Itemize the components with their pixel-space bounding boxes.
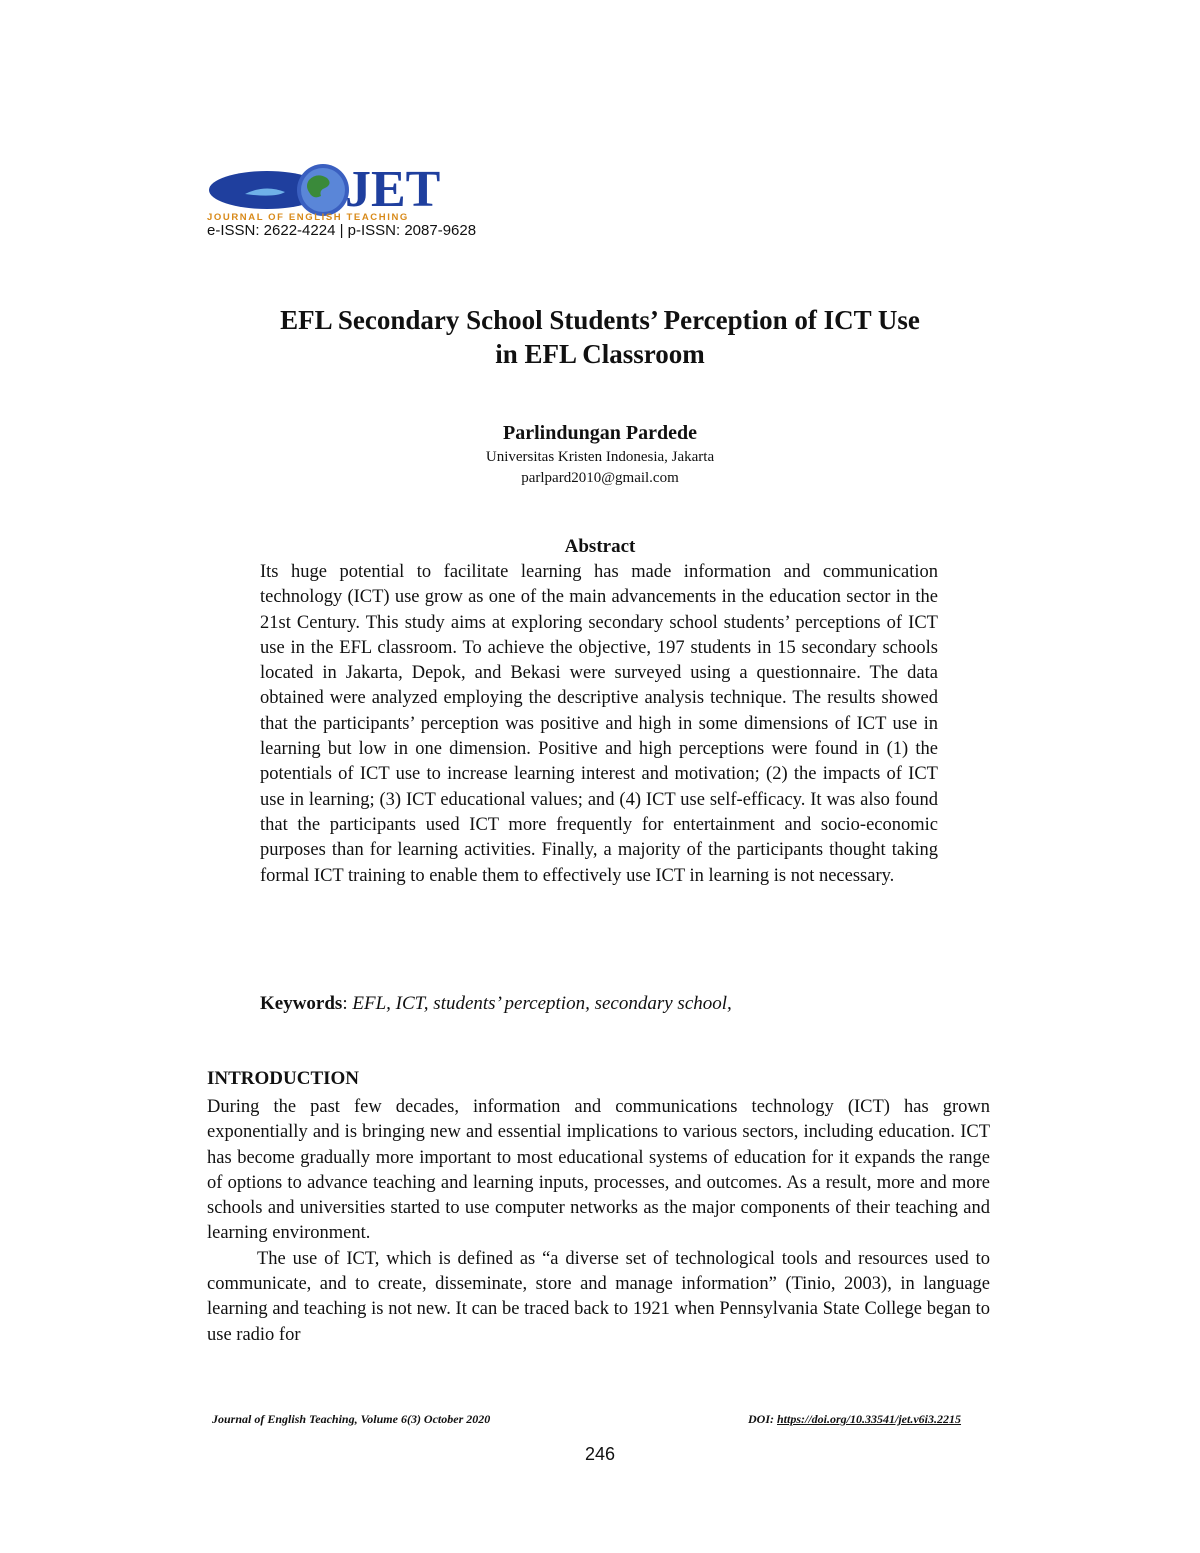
abstract-text: Its huge potential to facilitate learning has made information and communication technology (ICT) use grow as one of the main advancements in the education sector in the 21st Century. This study aims at exploring secondary school students’ perceptions of ICT use in the EFL classroom. To achieve the objective, 197 students in 15 secondary schools located in Jakarta, Depok, and Bekasi were surveyed using a questionnaire. The data obtained were analyzed employing the descriptive analysis technique. The results showed that the participants’ perception was positive and high in some dimensions of ICT use in learning but low in one dimension. Positive and high perceptions were found in (1) the potentials of ICT use to increase learning interest and motivation; (2) the impacts of ICT use in learning; (3) ICT educational values; and (4) ICT use self-efficacy. It was also found that the participants used ICT more frequently for entertainment and socio-economic purposes than for learning activities. Finally, a majority of the participants thought taking formal ICT training to enable them to effectively use ICT in learning is not necessary. [260,562,938,886]
doi-label: DOI: [748,1412,774,1426]
globe-logo-icon [205,160,505,222]
issn-line: e-ISSN: 2622-4224 | p-ISSN: 2087-9628 [207,222,477,239]
abstract-heading: Abstract [564,536,636,557]
page-number: 246 [584,1444,616,1464]
doi-link[interactable]: https://doi.org/10.33541/jet.v6i3.2215 [777,1412,962,1426]
footer-journal: Journal of English Teaching, Volume 6(3) October 2020 [212,1412,491,1426]
introduction-heading: INTRODUCTION [207,1068,360,1089]
journal-logo [205,160,505,222]
keywords-label: Keywords [260,993,343,1014]
keywords-value: EFL, ICT, students’ perception, secondary school, [352,993,732,1014]
keywords-line [260,993,732,1015]
footer-doi [748,1412,961,1427]
author-name: Parlindungan Pardede [503,422,697,444]
title-line-1: EFL Secondary School Students’ Perception of ICT Use [280,305,920,335]
introduction-paragraph: During the past few decades, information and communications technology (ICT) has grown exponentially and is bringing new and essential implications to various sectors, including education. ICT has become gradually more important to most educational systems of education for it expands the range of options to advance teaching and learning inputs, processes, and outcomes. As a result, more and more schools and universities started to use computer networks as the major components of their teaching and learning environment. [207,1097,990,1244]
introduction-body [207,1095,990,1348]
author-affiliation: Universitas Kristen Indonesia, Jakarta [485,449,715,465]
author-details [300,447,900,489]
svg-text:JET: JET [345,161,441,218]
paper-title [150,303,1050,371]
introduction-paragraph: The use of ICT, which is defined as “a diverse set of technological tools and resources used to communicate, and to create, disseminate, store and manage information” (Tinio, 2003), in language learning and teaching is not new. It can be traced back to 1921 when Pennsylvania State College began to use radio for [207,1248,990,1345]
author-email: parlpard2010@gmail.com [521,470,679,486]
svg-text:JOURNAL OF ENGLISH TEACHING: JOURNAL OF ENGLISH TEACHING [207,212,409,222]
title-line-2: in EFL Classroom [495,339,705,369]
keywords-separator: : [342,993,353,1014]
